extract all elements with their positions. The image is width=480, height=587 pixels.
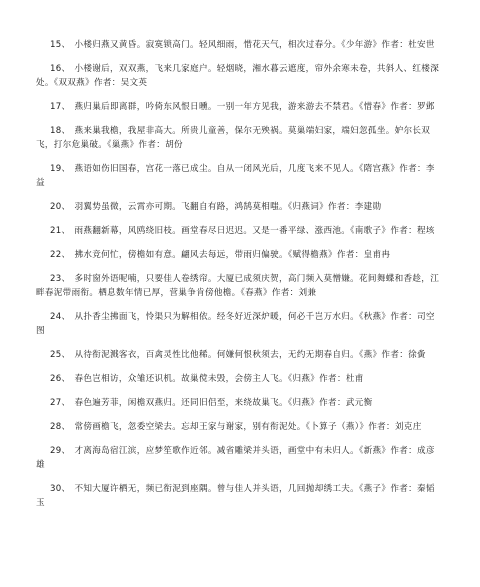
poem-text: 燕语如伤旧国春，宫花一落已成尘。自从一闭风光后，几度飞来不见人。《隋宫燕》作者：李益 [36,164,435,188]
poem-text: 燕归巢后即离群，吟倚东风恨日曛。一别一年方见我，游来游去不禁君。《惜春》作者：罗邺 [74,102,435,112]
poem-text: 雨燕翻新幕，风鸥绕旧枝。画堂春尽日迟迟。又是一番平绿、涨西池。《南歌子》作者：程垓 [74,226,435,236]
poem-item [36,482,440,510]
poem-item [36,420,440,434]
poem-item [36,162,440,190]
poem-item [36,124,440,152]
poem-item [36,38,440,52]
poem-text: 小楼谢后，双双燕，飞来几家庭户。轻烟晓，湘水暮云遮度，帘外余寒未卷，共斜人、红楼深处。《双双燕》作者：吴文英 [36,64,440,88]
poem-number: 15、 [50,40,71,50]
poem-number: 16、 [50,64,71,74]
poem-text: 从待衔泥溅客衣，百禽灵性比他稀。何嫌何恨秋须去，无约无期春自归。《燕》作者：徐夤 [74,350,426,360]
poem-text: 常傍画檐飞，忽委空梁去。忘却王家与谢家，别有衔泥处。《卜算子（燕）》作者：刘克庄 [74,422,422,432]
poem-number: 24、 [50,312,71,322]
poem-text: 燕来巢我檐，我屋非高大。所贵儿童善，保尔无殃祸。莫巢端妇家，端妇忽孤坐。妒尔长双飞，打尔危巢破。《巢燕》作者：胡份 [36,126,431,150]
poem-text: 不知大厦许栖无，频已衔泥到座隅。曾与佳人并头语，几回抛却绣工夫。《燕子》作者：秦韬玉 [36,484,435,508]
poem-item [36,272,440,300]
poem-number: 21、 [50,226,71,236]
poem-number: 26、 [50,374,71,384]
poem-number: 28、 [50,422,71,432]
poem-item [36,372,440,386]
poem-text: 从扑香尘拂面飞，怜渠只为解相依。经冬好近深炉暖，何必千岂万水归。《秋燕》作者：司空图 [36,312,435,336]
poem-text: 春色遍芳菲，闲檐双燕归。还同旧侣至，来绕故巢飞。《归燕》作者：武元衡 [74,398,373,408]
poem-number: 19、 [50,164,71,174]
poem-item [36,310,440,338]
poem-number: 25、 [50,350,71,360]
poem-number: 29、 [50,446,71,456]
poem-text: 春色岂相访，众雏还识机。故巢傥未毁，会傍主人飞。《归燕》作者：杜甫 [74,374,364,384]
poem-number: 18、 [50,126,71,136]
poem-item [36,248,440,262]
poem-text: 拂水竞何忙，傍檐如有意。翩风去每远，带雨归偏驶。《赋得檐燕》作者：皇甫冉 [74,250,391,260]
poem-text: 小楼归燕又黄昏。寂寞锁高门。轻风细雨，惜花天气，相次过春分。《少年游》作者：杜安世 [74,40,435,50]
poem-number: 27、 [50,398,71,408]
poem-text: 羽翼势虽微，云霄亦可期。飞翻自有路，鸿鹄莫相嗤。《归燕词》作者：李建勋 [74,202,382,212]
poem-item [36,444,440,472]
poem-item [36,100,440,114]
poem-item [36,200,440,214]
poem-item [36,396,440,410]
poem-number: 20、 [50,202,71,212]
poem-item [36,224,440,238]
poem-number: 17、 [50,102,71,112]
poem-text: 多时窗外语呢喃，只要佳人卷绣帘。大厦已成须庆贺，高门频入莫憎嫌。花间舞蝶和香趁，江畔春泥带雨衔。栖息数年情已厚，营巢争肯傍他檐。《春燕》作者：刘兼 [36,274,440,298]
poem-text: 才离海岛宿江滨，应梦笙歌作近邻。减省雕梁并头语，画堂中有未归人。《新燕》作者：成彦雄 [36,446,435,470]
poem-number: 23、 [50,274,71,284]
poem-number: 22、 [50,250,71,260]
poem-item [36,62,440,90]
poem-item [36,348,440,362]
poem-number: 30、 [50,484,71,494]
